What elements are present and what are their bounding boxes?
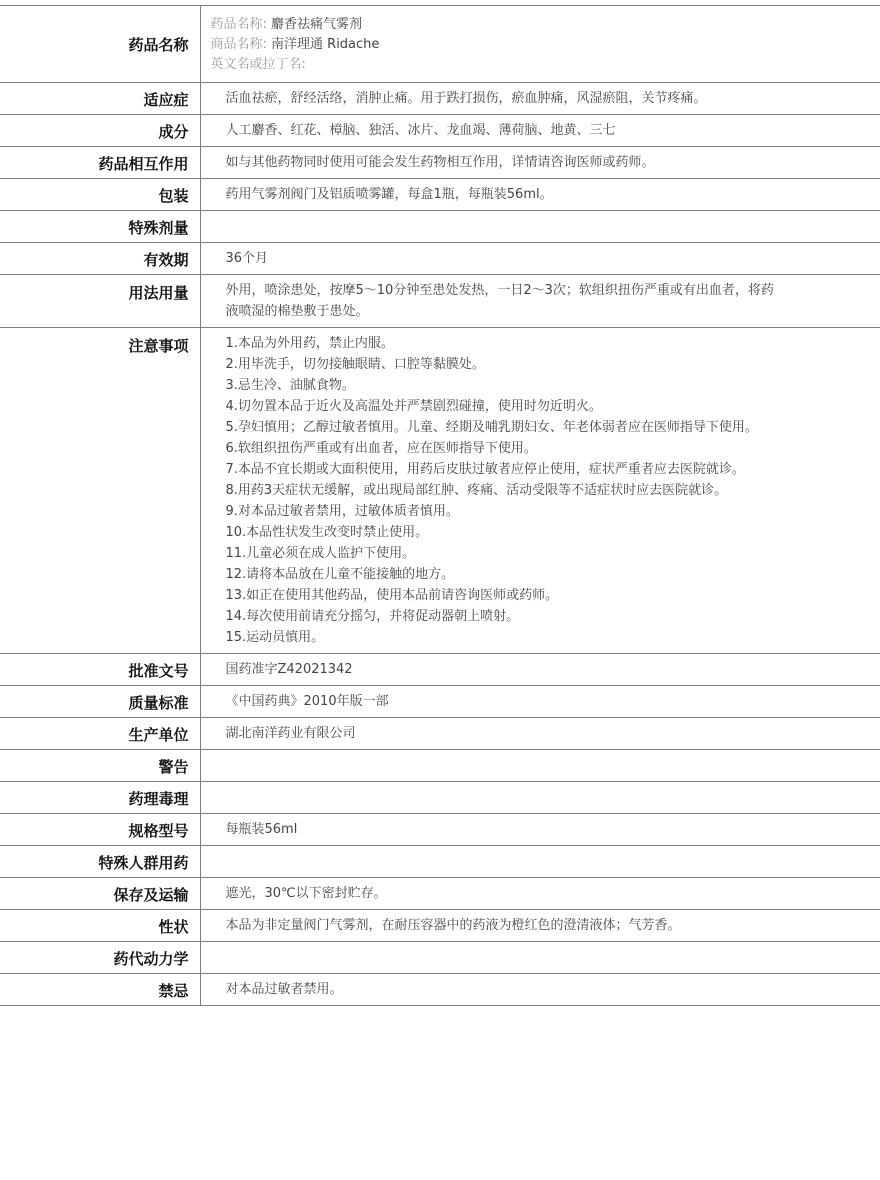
- spec-label: 规格型号: [0, 814, 200, 846]
- precaution-item: 13.如正在使用其他药品，使用本品前请咨询医师或药师。: [225, 588, 559, 603]
- special-dosage-label: 特殊剂量: [0, 211, 200, 243]
- indications-value: 活血祛瘀，舒经活络，消肿止痛。用于跌打损伤，瘀血肿痛，风湿瘀阻，关节疼痛。: [200, 83, 880, 115]
- row-pharmacokinetics: [0, 942, 880, 974]
- row-ingredients: [0, 115, 880, 147]
- precaution-item: 9.对本品过敏者禁用，过敏体质者慎用。: [225, 504, 459, 519]
- generic-name-label: 药品名称:: [210, 17, 267, 32]
- row-special-groups: [0, 846, 880, 878]
- row-approval: [0, 654, 880, 686]
- contraindications-value: 对本品过敏者禁用。: [200, 974, 880, 1006]
- precaution-item: 11.儿童必须在成人监护下使用。: [225, 546, 416, 561]
- standard-label: 质量标准: [0, 686, 200, 718]
- row-interactions: [0, 147, 880, 179]
- validity-value: 36个月: [200, 243, 880, 275]
- precaution-item: 2.用毕洗手，切勿接触眼睛、口腔等黏膜处。: [225, 357, 485, 372]
- row-appearance: [0, 910, 880, 942]
- precaution-item: 6.软组织扭伤严重或有出血者，应在医师指导下使用。: [225, 441, 537, 456]
- special-groups-label: 特殊人群用药: [0, 846, 200, 878]
- precaution-item: 4.切勿置本品于近火及高温处并严禁剧烈碰撞，使用时勿近明火。: [225, 399, 602, 414]
- standard-value: 《中国药典》2010年版一部: [200, 686, 880, 718]
- ingredients-value: 人工麝香、红花、樟脑、独活、冰片、龙血竭、薄荷脑、地黄、三七: [200, 115, 880, 147]
- contraindications-label: 禁忌: [0, 974, 200, 1006]
- toxicology-label: 药理毒理: [0, 782, 200, 814]
- packaging-value: 药用气雾剂阀门及铝质喷雾罐，每盒1瓶，每瓶装56ml。: [200, 179, 880, 211]
- precaution-item: 8.用药3天症状无缓解，或出现局部红肿、疼痛、活动受限等不适症状时应去医院就诊。: [225, 483, 728, 498]
- interactions-label: 药品相互作用: [0, 147, 200, 179]
- ingredients-label: 成分: [0, 115, 200, 147]
- precaution-item: 5.孕妇慎用；乙醇过敏者慎用。儿童、经期及哺乳期妇女、年老体弱者应在医师指导下使用。: [225, 420, 758, 435]
- manufacturer-label: 生产单位: [0, 718, 200, 750]
- drug-info-table: [0, 5, 880, 1006]
- drug-name-label: 药品名称: [0, 6, 200, 83]
- row-storage: [0, 878, 880, 910]
- row-validity: [0, 243, 880, 275]
- usage-value: 外用，喷涂患处，按摩5～10分钟至患处发热，一日2～3次；软组织扭伤严重或有出血者，将药液喷湿的棉垫敷于患处。: [200, 275, 880, 328]
- special-groups-value: [200, 846, 880, 878]
- precaution-item: 12.请将本品放在儿童不能接触的地方。: [225, 567, 455, 582]
- appearance-value: 本品为非定量阀门气雾剂，在耐压容器中的药液为橙红色的澄清液体；气芳香。: [200, 910, 880, 942]
- spec-value: 每瓶装56ml: [200, 814, 880, 846]
- row-indications: [0, 83, 880, 115]
- special-dosage-value: [200, 211, 880, 243]
- appearance-label: 性状: [0, 910, 200, 942]
- toxicology-value: [200, 782, 880, 814]
- packaging-label: 包装: [0, 179, 200, 211]
- warning-value: [200, 750, 880, 782]
- precaution-item: 3.忌生冷、油腻食物。: [225, 378, 355, 393]
- row-warning: [0, 750, 880, 782]
- precaution-item: 14.每次使用前请充分摇匀，并将促动器朝上喷射。: [225, 609, 520, 624]
- storage-value: 遮光，30℃以下密封贮存。: [200, 878, 880, 910]
- row-spec: [0, 814, 880, 846]
- row-packaging: [0, 179, 880, 211]
- english-name-line: [211, 55, 776, 75]
- row-precautions: [0, 328, 880, 654]
- trade-name-label: 商品名称:: [210, 37, 267, 52]
- approval-value: 国药准字Z42021342: [200, 654, 880, 686]
- validity-label: 有效期: [0, 243, 200, 275]
- precautions-list: [200, 328, 880, 654]
- indications-label: 适应症: [0, 83, 200, 115]
- english-name-label: 英文名或拉丁名:: [210, 57, 306, 72]
- drug-name-value: [200, 6, 880, 83]
- precaution-item: 15.运动员慎用。: [225, 630, 325, 645]
- row-usage: [0, 275, 880, 328]
- warning-label: 警告: [0, 750, 200, 782]
- interactions-value: 如与其他药物同时使用可能会发生药物相互作用，详情请咨询医师或药师。: [200, 147, 880, 179]
- storage-label: 保存及运输: [0, 878, 200, 910]
- trade-name-value: 南洋理通 Ridache: [271, 37, 380, 52]
- pharmacokinetics-value: [200, 942, 880, 974]
- pharmacokinetics-label: 药代动力学: [0, 942, 200, 974]
- row-contraindications: [0, 974, 880, 1006]
- precaution-item: 1.本品为外用药，禁止内服。: [225, 336, 394, 351]
- generic-name-value: 麝香祛痛气雾剂: [271, 17, 363, 32]
- row-standard: [0, 686, 880, 718]
- usage-label: 用法用量: [0, 275, 200, 328]
- approval-label: 批准文号: [0, 654, 200, 686]
- row-special-dosage: [0, 211, 880, 243]
- precaution-item: 10.本品性状发生改变时禁止使用。: [225, 525, 429, 540]
- precaution-item: 7.本品不宜长期或大面积使用，用药后皮肤过敏者应停止使用，症状严重者应去医院就诊。: [225, 462, 745, 477]
- generic-name-line: [211, 15, 776, 35]
- row-manufacturer: [0, 718, 880, 750]
- trade-name-line: [211, 35, 776, 55]
- precautions-label: 注意事项: [0, 328, 200, 654]
- manufacturer-value: 湖北南洋药业有限公司: [200, 718, 880, 750]
- row-drug-name: [0, 6, 880, 83]
- row-toxicology: [0, 782, 880, 814]
